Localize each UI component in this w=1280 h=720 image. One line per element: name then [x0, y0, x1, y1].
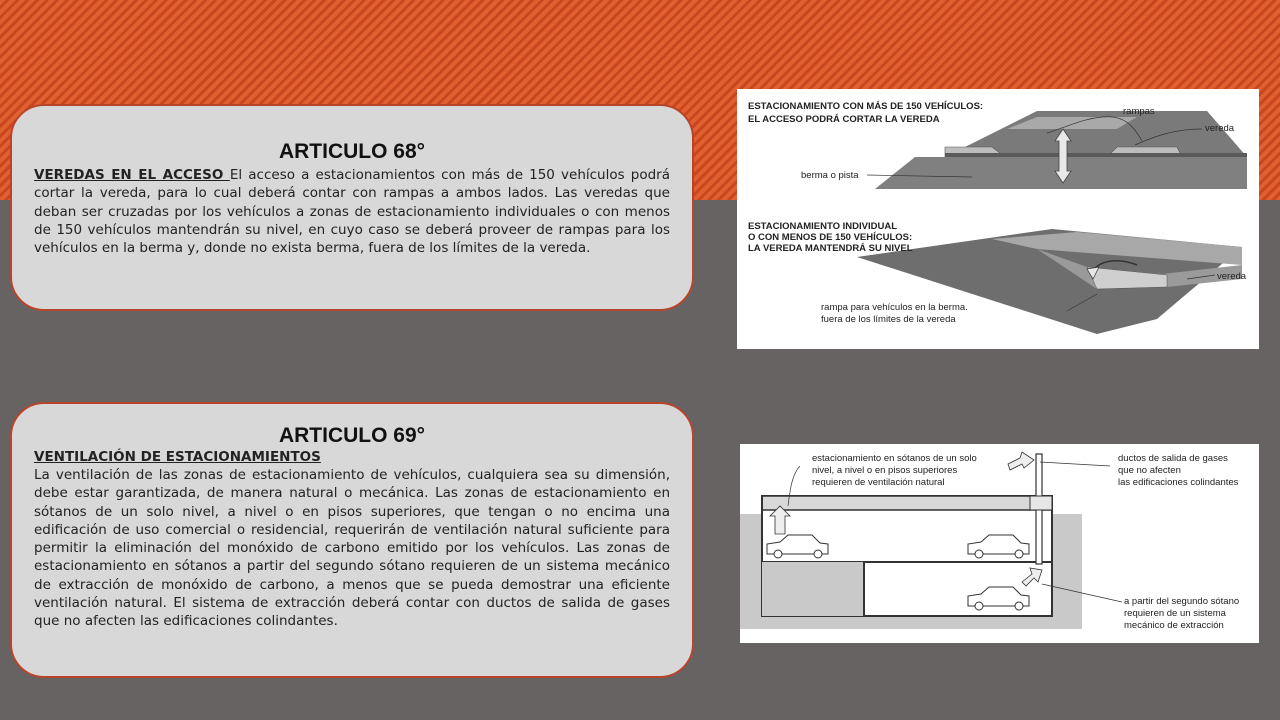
fig2-left-line3: requieren de ventilación natural: [812, 477, 945, 488]
fig1-berma-label: berma o pista: [801, 170, 859, 181]
fig1-head4: O CON MENOS DE 150 VEHÍCULOS:: [748, 232, 913, 243]
fig1-rampa-line1: rampa para vehículos en la berma.: [821, 302, 968, 313]
article-68-card: [10, 104, 694, 311]
fig2-left-line2: nivel, a nivel o en pisos superiores: [812, 465, 958, 476]
sidewalk-ramps-diagram: [737, 89, 1259, 349]
article-68-lead: VEREDAS EN EL ACCESO: [34, 167, 230, 183]
article-68-body: El acceso a estacionamientos con más de 150 vehículos podrá cortar la vereda, para lo cual deberá contar con rampas a ambos lados. Las veredas que deban ser cruzadas por los vehículos a zonas de estacionamiento individuales o con menos de 150 vehículos mantendrán su nivel, en cuyo caso se deberá proveer de rampas para los vehículos en la berma y, donde no exista berma, fuera de los límites de la vereda.: [34, 167, 670, 257]
fig1-vereda-top-label: vereda: [1205, 123, 1235, 134]
article-68-title: ARTICULO 68°: [278, 140, 426, 163]
ventilation-section-diagram: [740, 444, 1259, 643]
fig1-head3: ESTACIONAMIENTO INDIVIDUAL: [748, 221, 898, 232]
article-69-title: ARTICULO 69°: [278, 424, 426, 447]
fig2-bottom-line3: mecánico de extracción: [1124, 620, 1224, 631]
fig1-rampa-line2: fuera de los límites de la vereda: [821, 314, 956, 325]
article-68-text: [34, 166, 670, 257]
fig1-head5: LA VEREDA MANTENDRÁ SU NIVEL: [748, 243, 913, 254]
sidewalk-ramps-svg: [737, 89, 1259, 349]
fig2-bottom-line1: a partir del segundo sótano: [1124, 596, 1240, 607]
article-69-body: La ventilación de las zonas de estacionamiento de vehículos, cualquiera sea su dimensión, debe estar garantizada, de manera natural o mecánica. Las zonas de estacionamiento en sótanos de un solo nivel, a nivel o en pisos superiores, que tengan o no encima una edificación de uso comercial o residencial, requerirán de ventilación natural suficiente para permitir la eliminación del monóxido de carbono emitido por los vehículos. Las zonas de estacionamiento en sótanos a partir del segundo sótano requieren de un sistema mecánico de extracción de monóxido de carbono, a menos que se pueda demostrar una eficiente ventilación natural. El sistema de extracción deberá contar con ductos de salida de gases que no afecten las edificaciones colindantes.: [34, 467, 670, 630]
exhaust-arrow-icon: [1008, 452, 1034, 470]
fig2-bottom-line2: requieren de un sistema: [1124, 608, 1226, 619]
fig1-head2: EL ACCESO PODRÁ CORTAR LA VEREDA: [748, 114, 940, 125]
fig2-left-line1: estacionamiento en sótanos de un solo: [812, 453, 977, 464]
fig2-right-line2: que no afecten: [1118, 465, 1181, 476]
fig1-rampas-label: rampas: [1123, 106, 1155, 117]
ventilation-section-svg: [740, 444, 1259, 643]
fig2-right-line1: ductos de salida de gases: [1118, 453, 1228, 464]
fig2-right-line3: las edificaciones colindantes: [1118, 477, 1239, 488]
fig1-vereda-bottom-label: vereda: [1217, 271, 1247, 282]
article-69-subtitle: VENTILACIÓN DE ESTACIONAMIENTOS: [34, 449, 321, 465]
fig1-head1: ESTACIONAMIENTO CON MÁS DE 150 VEHÍCULOS:: [748, 101, 984, 112]
article-69-card: [10, 402, 694, 678]
